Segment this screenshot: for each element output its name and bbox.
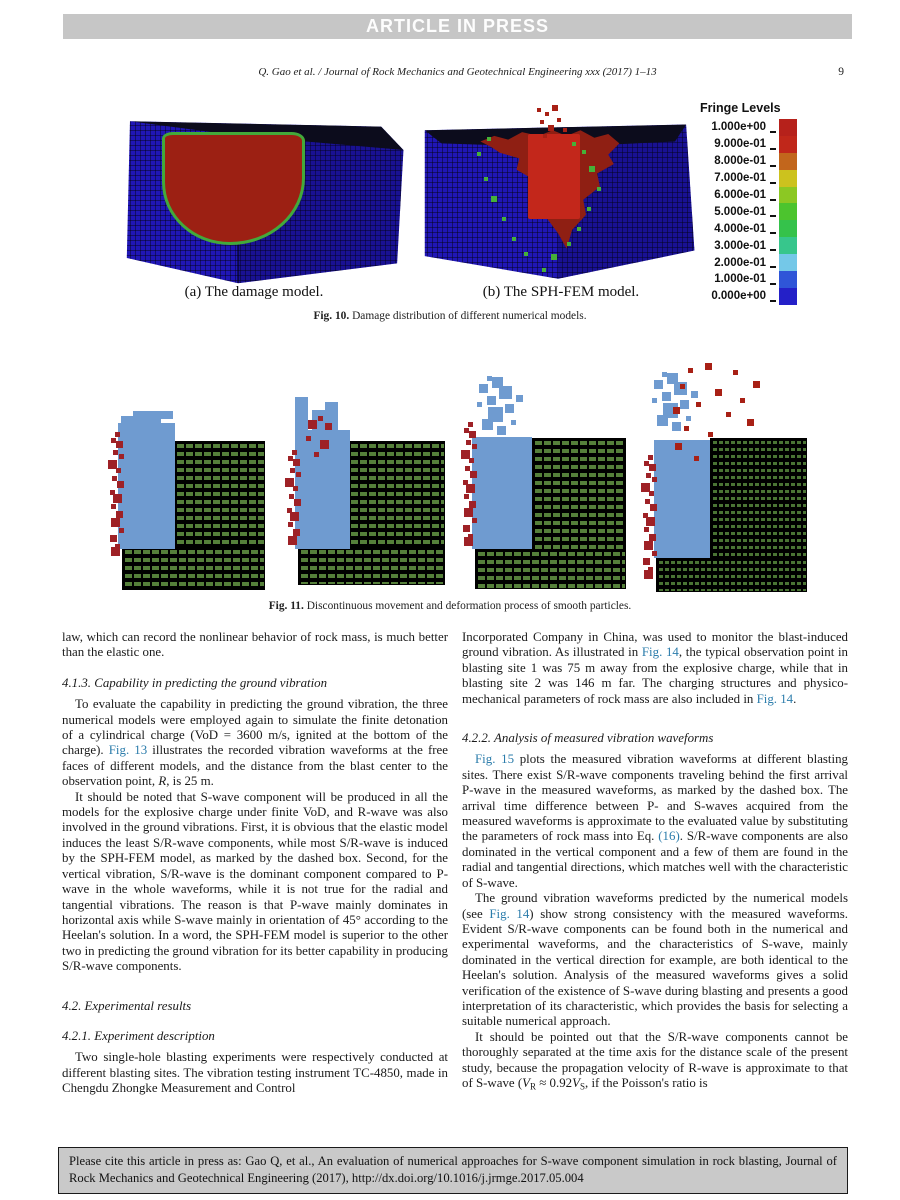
particle-ragged-top — [295, 397, 308, 433]
paragraph: law, which can record the nonlinear behavior of rock mass, is much better than the elastic one. — [62, 630, 448, 660]
legend-entry — [700, 153, 872, 170]
figure-11-panel-4 — [640, 360, 820, 592]
damaged-particles — [292, 450, 297, 455]
legend-color-swatch — [779, 187, 797, 204]
smooth-particle-column — [654, 440, 710, 558]
legend-tick — [770, 131, 776, 133]
smooth-particle-column — [118, 423, 175, 549]
legend-value-label: 1.000e+00 — [711, 121, 766, 134]
scattered-damaged-particles — [688, 368, 693, 373]
legend-title: Fringe Levels — [700, 101, 781, 115]
ejected-particles — [537, 108, 541, 112]
legend-value-label: 0.000e+00 — [711, 290, 766, 303]
section-heading: 4.2. Experimental results — [62, 998, 192, 1013]
legend-value-label: 9.000e-01 — [714, 138, 766, 151]
figure-11-panel-1 — [85, 360, 270, 592]
legend-tick — [770, 165, 776, 167]
legend-value-label: 6.000e-01 — [714, 189, 766, 201]
legend-tick — [770, 249, 776, 251]
legend-entry — [700, 136, 872, 153]
legend-value-label: 3.000e-01 — [714, 239, 766, 252]
smooth-particle-column — [472, 437, 532, 549]
legend-color-swatch — [779, 288, 797, 305]
rock-mesh-bottom — [656, 558, 807, 592]
cross-reference-link[interactable]: Fig. 14 — [489, 906, 530, 921]
legend-color-swatch — [779, 254, 797, 271]
legend-entry — [700, 271, 872, 288]
figure-10b-caption: (b) The SPH-FEM model. — [482, 284, 640, 300]
rock-mesh-bottom — [122, 547, 265, 590]
section-heading: 4.1.3. Capability in predicting the ground vibration — [62, 675, 328, 690]
fringe-levels-legend — [700, 101, 872, 305]
paragraph: The ground vibration waveforms predicted by the numerical models (see Fig. 14) show strong consistency with the measured waveforms. Evident S/R-wave components can be found both in the numerical and experimental waveforms, and the characteristics of S-wave, mainly dominated in the vertical direction for example, are both identical to the Heelan's solution. Analysis of the measured waveforms gives a solid verification of the existence of S-wave during blasting and presents a good interpretation of its characteristic, which provides the basis for selecting a suitable numerical approach. — [462, 891, 848, 1029]
legend-tick — [770, 266, 776, 268]
figure-11-caption-text: Discontinuous movement and deformation process of smooth particles. — [306, 600, 632, 612]
legend-value-label: 2.000e-01 — [714, 256, 766, 269]
left-column — [62, 630, 448, 1097]
legend-color-swatch — [779, 170, 797, 187]
legend-entry — [700, 203, 872, 220]
page-number: 9 — [838, 66, 844, 78]
figure-11-panel-3 — [462, 360, 640, 592]
figure-11 — [0, 360, 900, 612]
paragraph: Two single-hole blasting experiments were respectively conducted at different blasting sites. The vibration testing instrument TC-4850, made in Chengdu Zhongke Measurement and Control — [62, 1050, 448, 1096]
cross-reference-link[interactable]: Fig. 13 — [108, 743, 148, 758]
figure-10-caption-label: Fig. 10. — [313, 310, 350, 322]
figure-10 — [0, 98, 900, 336]
figure-11-panel-2 — [278, 360, 463, 592]
figure-10-caption-text: Damage distribution of different numerical models. — [352, 310, 587, 322]
legend-entry — [700, 288, 872, 305]
legend-tick — [770, 283, 776, 285]
legend-entry — [700, 254, 872, 271]
mesh-cube — [95, 105, 413, 285]
rock-mesh-bottom — [298, 547, 445, 585]
ejected-particle-cluster — [487, 376, 492, 381]
legend-entry — [700, 119, 872, 136]
legend-color-swatch — [779, 136, 797, 153]
smooth-particle-column — [295, 430, 350, 549]
figure-10b-sph-fem-model-image — [422, 102, 700, 290]
damaged-particles — [648, 455, 653, 460]
article-in-press-banner: ARTICLE IN PRESS — [63, 14, 852, 39]
legend-tick — [770, 148, 776, 150]
legend-entry — [700, 220, 872, 237]
legend-tick — [770, 215, 776, 217]
legend-tick — [770, 300, 776, 302]
running-head-citation: Q. Gao et al. / Journal of Rock Mechanics and Geotechnical Engineering xxx (2017) 1–13 — [258, 66, 657, 78]
legend-value-label: 1.000e-01 — [714, 273, 766, 286]
cross-reference-link[interactable]: Fig. 14 — [641, 645, 679, 660]
legend-value-label: 4.000e-01 — [714, 222, 766, 235]
cross-reference-link[interactable]: Fig. 15 — [475, 752, 515, 767]
figure-10a-damage-model-image — [95, 105, 413, 285]
legend-rows — [700, 119, 872, 305]
paragraph: It should be noted that S-wave component will be produced in all the models for the explosive charge under finite VoD, and R-wave was also involved in the ground vibrations. First, it is obvious that the elastic model induces the least S/R-wave components, while most S/R-wave is induced by the SPH-FEM model, as marked by the dashed box. Second, for the vertical vibration, S/R-wave is the dominant component compared to P-wave in the whole waveforms, while it is not true for the radial and tangential vibrations. The reason is that P-wave mainly dominates in horizontal axis while S-wave mainly in orientation of 45° according to the Heelan's solution. In a word, the SPH-FEM model is superior to the other two in predicting the ground vibration for its better capability in producing S/R-wave components. — [62, 789, 448, 974]
paragraph: To evaluate the capability in predicting the ground vibration, the three numerical models were employed again to simulate the finite detonation of a cylindrical charge (VoD = 3600 m/s, ignited at the bottom of the charge). Fig. 13 illustrates the recorded vibration waveforms at the free faces of different models, and the distance from the blast center to the observation point, R, is 25 m. — [62, 697, 448, 789]
legend-color-swatch — [779, 119, 797, 136]
section-heading: 4.2.2. Analysis of measured vibration waveforms — [462, 731, 714, 746]
legend-tick — [770, 199, 776, 201]
paragraph: Incorporated Company in China, was used to monitor the blast-induced ground vibration. As illustrated in Fig. 14, the typical observation point in blasting site 1 was 75 m away from the explosive charge, while that in blasting site 2 was 146 m far. The charging structures and physico-mechanical parameters of rock mass are also included in Fig. 14. — [462, 630, 848, 706]
legend-color-swatch — [779, 271, 797, 288]
rock-mesh-bottom — [475, 549, 626, 589]
damaged-particles — [468, 422, 473, 427]
legend-value-label: 7.000e-01 — [714, 172, 766, 185]
figure-10a-caption: (a) The damage model. — [184, 284, 324, 300]
fringe-speckles — [572, 142, 576, 146]
legend-value-label: 5.000e-01 — [714, 205, 766, 218]
particle-ragged-top — [121, 416, 161, 424]
legend-value-label: 8.000e-01 — [714, 155, 766, 168]
cross-reference-link[interactable]: (16) — [658, 829, 680, 844]
legend-entry — [700, 170, 872, 187]
legend-entry — [700, 187, 872, 204]
ejected-particle-cluster — [662, 372, 667, 377]
mesh-cube — [422, 102, 700, 290]
section-heading: 4.2.1. Experiment description — [62, 1028, 215, 1043]
legend-color-swatch — [779, 220, 797, 237]
citation-notice — [58, 1147, 848, 1194]
figure-10-caption — [0, 310, 900, 322]
legend-color-swatch — [779, 203, 797, 220]
paragraph: Fig. 15 plots the measured vibration waveforms at different blasting sites. There exist S/R-wave components traveling behind the first arrival P-wave in the measured waveforms, as marked by the dashed box. The arrival time difference between P- and S-waves acquired from the measured waveforms is approximate to the evaluated value by substituting the parameters of rock mass into Eq. (16). S/R-wave components are also dominated in the vertical component and a few of them are found in the radial and tangential directions, which matches well with the characteristic of S-wave. — [462, 752, 849, 890]
damage-core — [528, 134, 581, 219]
figure-11-caption — [0, 600, 900, 612]
figure-11-caption-label: Fig. 11. — [268, 600, 304, 612]
legend-color-swatch — [779, 153, 797, 170]
legend-entry — [700, 237, 872, 254]
legend-tick — [770, 182, 776, 184]
cross-reference-link[interactable]: Fig. 14 — [756, 691, 794, 706]
citation-notice-text: Please cite this article in press as: Gao Q, et al., An evaluation of numerical approaches for S-wave component simulation in rock blasting, Journal of Rock Mechanics and Geotechnical Engineering (2017), http://dx.doi.org/10.1016/j.jrmge.2017.05.004 — [69, 1154, 837, 1186]
paragraph: It should be pointed out that the S/R-wave components cannot be thoroughly separated at the time axis for the distance scale of the present study, because the propagation velocity of R-wave is approximate to that of S-wave ($V_R \approx 0.92V_S$, if the Poisson's ratio is — [462, 1029, 848, 1092]
legend-color-swatch — [779, 237, 797, 254]
damaged-particles — [115, 432, 120, 437]
right-column — [462, 630, 848, 1095]
legend-tick — [770, 232, 776, 234]
